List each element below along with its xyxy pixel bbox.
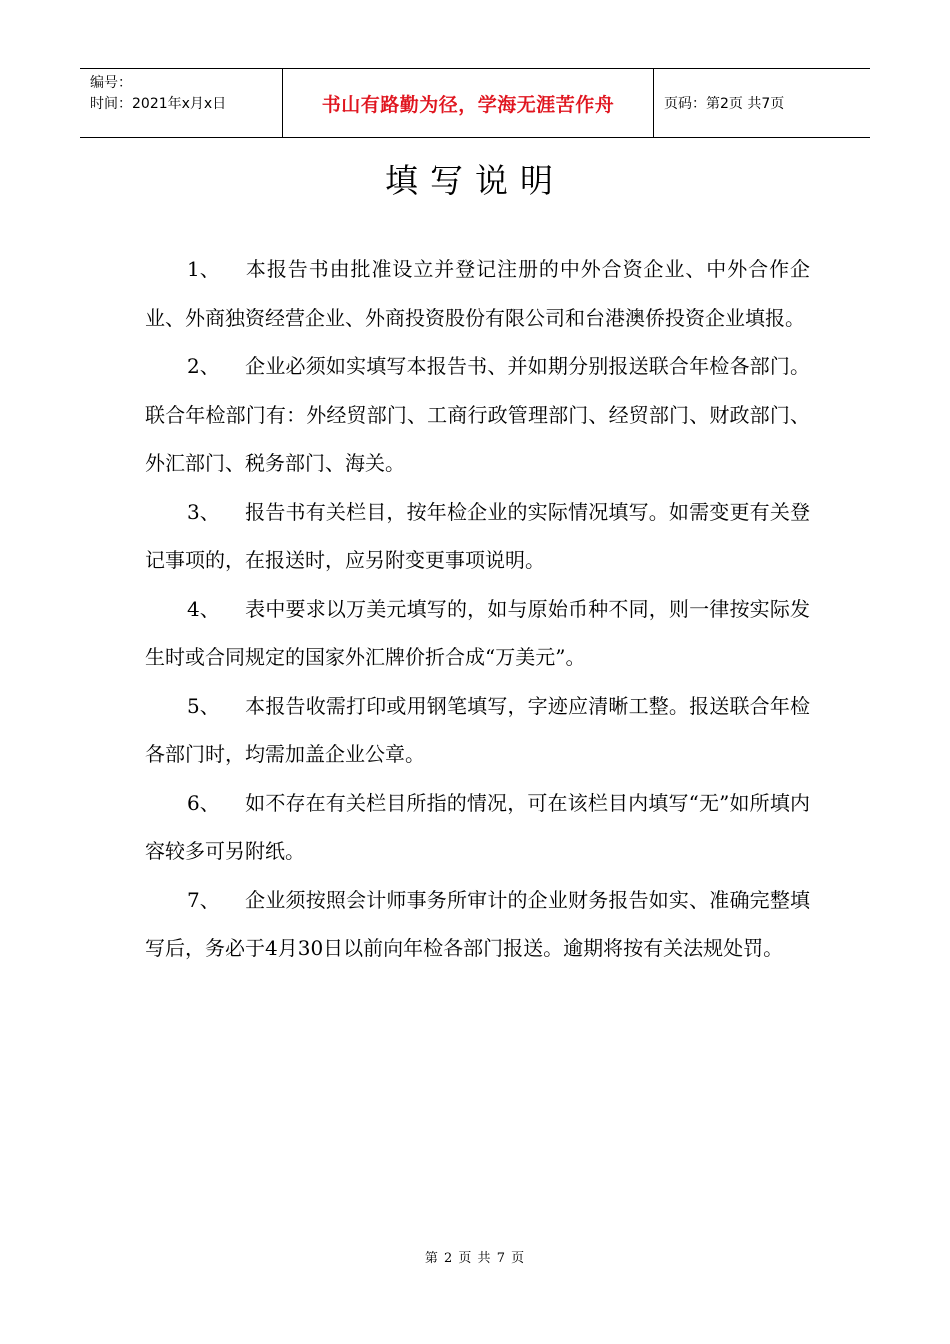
instruction-item (145, 342, 810, 488)
item-number: 4、 (187, 596, 220, 621)
instruction-item (145, 779, 810, 876)
page-footer: 第 2 页 共 7 页 (424, 1251, 526, 1266)
instruction-item (145, 682, 810, 779)
item-text: 企业须按照会计师事务所审计的企业财务报告如实、准确完整填写后，务必于4月30日以前向年检各部门报送。逾期将按有关法规处罚。 (145, 887, 810, 960)
header-meta (80, 69, 282, 137)
item-text: 如不存在有关栏目所指的情况，可在该栏目内填写“无”如所填内容较多可另附纸。 (145, 790, 810, 863)
item-text: 企业必须如实填写本报告书、并如期分别报送联合年检各部门。联合年检部门有：外经贸部门、工商行政管理部门、经贸部门、财政部门、外汇部门、税务部门、海关。 (145, 354, 810, 475)
item-number: 1、 (187, 257, 220, 281)
instruction-item (145, 488, 810, 585)
page-title: 填写说明 (385, 161, 565, 200)
item-text: 表中要求以万美元填写的，如与原始币种不同，则一律按实际发生时或合同规定的国家外汇牌价折合成“万美元”。 (145, 596, 810, 669)
item-number: 2、 (187, 354, 220, 378)
header-motto: 书山有路勤为径，学海无涯苦作舟 (282, 69, 654, 137)
item-number: 3、 (187, 499, 220, 524)
header-page-info: 页码：第2页 共7页 (664, 96, 785, 112)
instruction-item (145, 876, 810, 973)
document-time: 时间：2021年x月x日 (90, 96, 227, 112)
item-text: 报告书有关栏目，按年检企业的实际情况填写。如需变更有关登记事项的，在报送时，应另附变更事项说明。 (145, 499, 810, 572)
document-number-label: 编号： (90, 75, 132, 91)
item-number: 5、 (187, 693, 220, 718)
instruction-item (145, 245, 810, 342)
instruction-item (145, 585, 810, 682)
page-header (80, 68, 870, 138)
item-text: 本报告书由批准设立并登记注册的中外合资企业、中外合作企业、外商独资经营企业、外商投资股份有限公司和台港澳侨投资企业填报。 (145, 257, 810, 330)
item-number: 7、 (187, 887, 220, 912)
item-number: 6、 (187, 790, 220, 815)
instructions-list (145, 245, 810, 973)
item-text: 本报告收需打印或用钢笔填写，字迹应清晰工整。报送联合年检各部门时，均需加盖企业公章。 (145, 693, 810, 766)
